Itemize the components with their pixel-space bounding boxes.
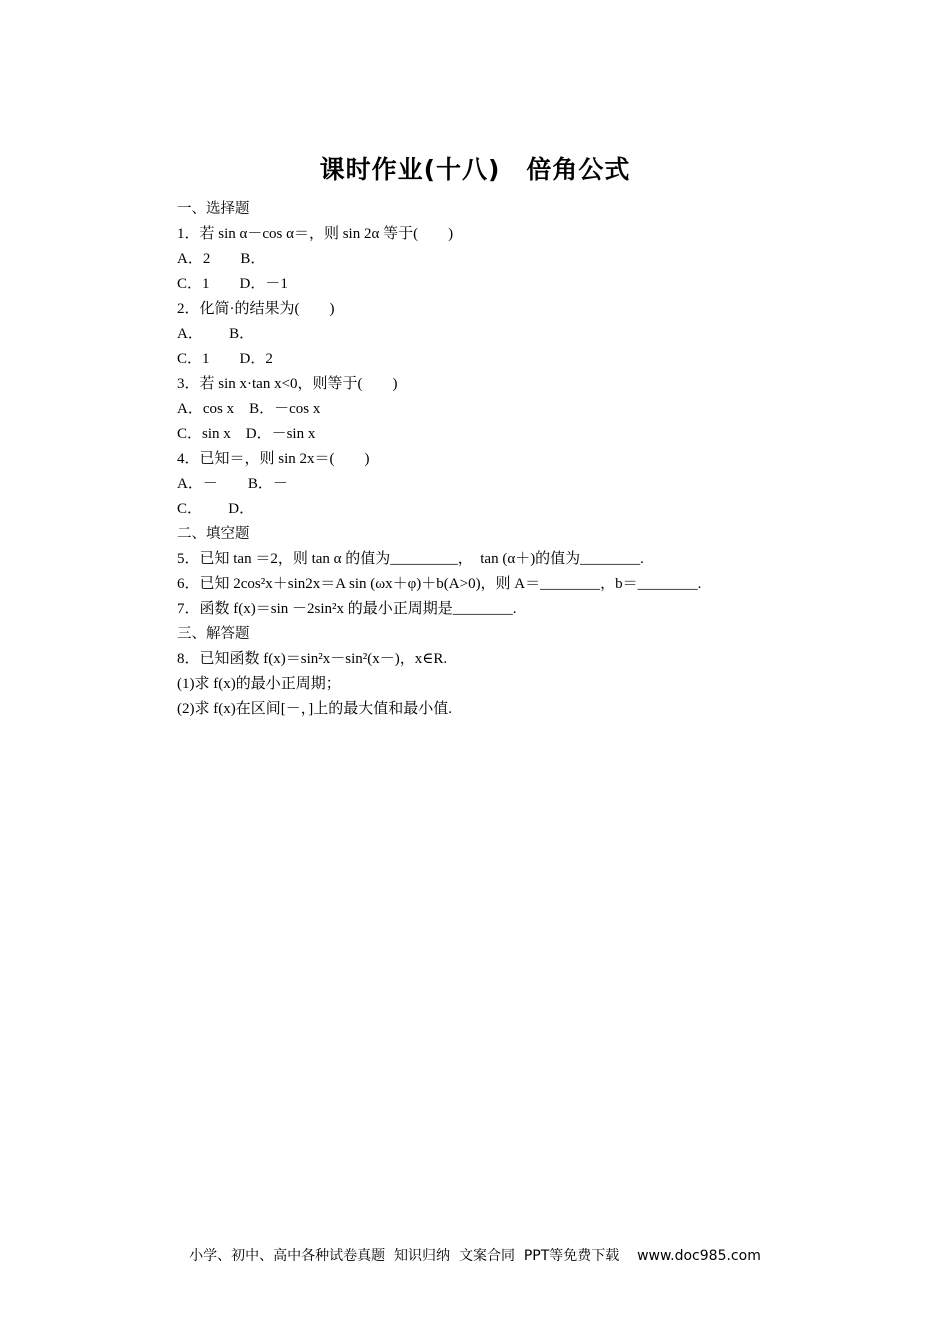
section-heading: 一、选择题	[177, 201, 250, 217]
question-line: A．－ B．－	[177, 476, 288, 492]
question-line: C．sin x D．－sin x	[177, 426, 316, 442]
question-line: 3．若 sin x·tan x<0，则等于( )	[177, 376, 398, 392]
section-heading: 三、解答题	[177, 626, 250, 642]
question-line: A．cos x B．－cos x	[177, 401, 321, 417]
question-line: 4．已知＝，则 sin 2x＝( )	[177, 451, 370, 467]
question-line: (2)求 f(x)在区间[－，]上的最大值和最小值.	[177, 701, 452, 717]
question-line: 5．已知 tan ＝2，则 tan α 的值为_________， tan (α＋)的值为________.	[177, 551, 644, 567]
question-line: 8．已知函数 f(x)＝sin²x－sin²(x－)，x∈R.	[177, 651, 448, 667]
question-line: A． B．	[177, 326, 255, 342]
footer-note: 小学、初中、高中各种试卷真题 知识归纳 文案合同 PPT等免费下载 www.doc985.com	[189, 1248, 761, 1264]
section-heading: 二、填空题	[177, 526, 250, 542]
question-line: A．2 B．	[177, 251, 266, 267]
question-line: 2．化简·的结果为( )	[177, 301, 335, 317]
question-line: 6．已知 2cos²x＋sin2x＝A sin (ωx＋φ)＋b(A>0)，则 A＝________，b＝________.	[177, 576, 702, 592]
question-line: C．1 D．2	[177, 351, 273, 367]
question-line: 1．若 sin α－cos α＝，则 sin 2α 等于( )	[177, 226, 454, 242]
question-line: C．1 D．－1	[177, 276, 288, 292]
question-line: 7．函数 f(x)＝sin －2sin²x 的最小正周期是________.	[177, 601, 517, 617]
page-title: 课时作业(十八) 倍角公式	[319, 155, 631, 184]
question-line: C． D．	[177, 501, 255, 517]
question-line: (1)求 f(x)的最小正周期；	[177, 676, 341, 692]
exercise-content	[177, 197, 817, 722]
